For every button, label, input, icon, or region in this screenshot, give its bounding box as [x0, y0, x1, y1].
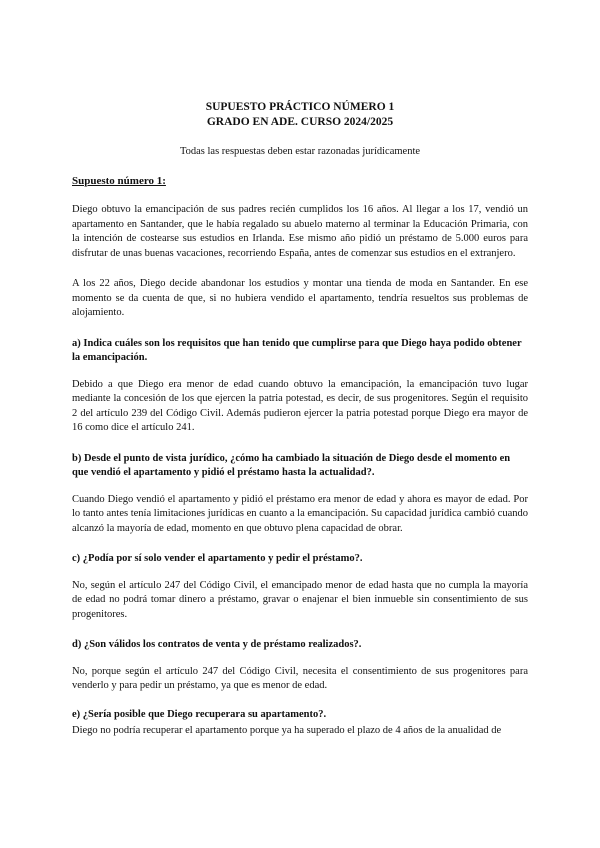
document-title-line-1: SUPUESTO PRÁCTICO NÚMERO 1 — [205, 101, 395, 113]
document-title-line-2: GRADO EN ADE. CURSO 2024/2025 — [206, 116, 394, 128]
case-paragraph-1: Diego obtuvo la emancipación de sus padres recién cumplidos los 16 años. Al llegar a los 17, vendió un apartamento en Santander, que le había regalado su abuelo materno al terminar la Educación Primaria, con la intención de costearse sus estudios en Irlanda. Ese mismo año pidió un préstamo de 5.000 euros para disfrutar de unas buenas vacaciones, recorriendo España, antes de comenzar sus estudios en el extranjero. — [72, 204, 528, 259]
document-instructions: Todas las respuestas deben estar razonadas jurídicamente — [179, 146, 421, 157]
question-b: b) Desde el punto de vista jurídico, ¿cómo ha cambiado la situación de Diego desde el momento en que vendió el apartamento y pidió el préstamo hasta la actualidad?. — [72, 452, 511, 478]
answer-a: Debido a que Diego era menor de edad cuando obtuvo la emancipación, la emancipación tuvo lugar mediante la concesión de los que ejercen la patria potestad, es decir, de sus progenitores. Según el requisito 2 del artículo 239 del Código Civil. Además pudieron ejercer la patria potestad porque Diego era mayor de 16 como dice el artículo 241. — [72, 378, 528, 433]
answer-d: No, porque según el artículo 247 del Código Civil, necesita el consentimiento de sus progenitores para venderlo y para pedir un préstamo, ya que es menor de edad. — [72, 665, 528, 691]
question-e: e) ¿Sería posible que Diego recuperara su apartamento?. — [72, 708, 327, 720]
question-d: d) ¿Son válidos los contratos de venta y de préstamo realizados?. — [72, 639, 362, 650]
question-c: c) ¿Podía por sí solo vender el apartamento y pedir el préstamo?. — [72, 553, 363, 564]
document-content — [72, 100, 528, 739]
case-label: Supuesto número 1: — [72, 175, 166, 187]
question-a: a) Indica cuáles son los requisitos que han tenido que cumplirse para que Diego haya podido obtener la emancipación. — [72, 337, 522, 363]
answer-c: No, según el artículo 247 del Código Civil, el emancipado menor de edad hasta que no cumpla la mayoría de edad no podrá tomar dinero a préstamo, gravar o enajenar el bien inmueble sin consentimiento de sus progenitores. — [72, 579, 528, 620]
answer-e: Diego no podría recuperar el apartamento porque ya ha superado el plazo de 4 años de la anualidad de — [72, 725, 502, 736]
answer-b: Cuando Diego vendió el apartamento y pidió el préstamo era menor de edad y ahora es mayor de edad. Por lo tanto antes tenía limitaciones jurídicas en cuanto a la emancipación. Su capacidad jurídica cambió cuando alcanzó la mayoría de edad, momento en que obtuvo plena capacidad de obrar. — [72, 493, 528, 534]
case-paragraph-2: A los 22 años, Diego decide abandonar los estudios y montar una tienda de moda en Santander. En ese momento se da cuenta de que, si no hubiera vendido el apartamento, tendría resueltos sus problemas de alojamiento. — [72, 278, 528, 318]
